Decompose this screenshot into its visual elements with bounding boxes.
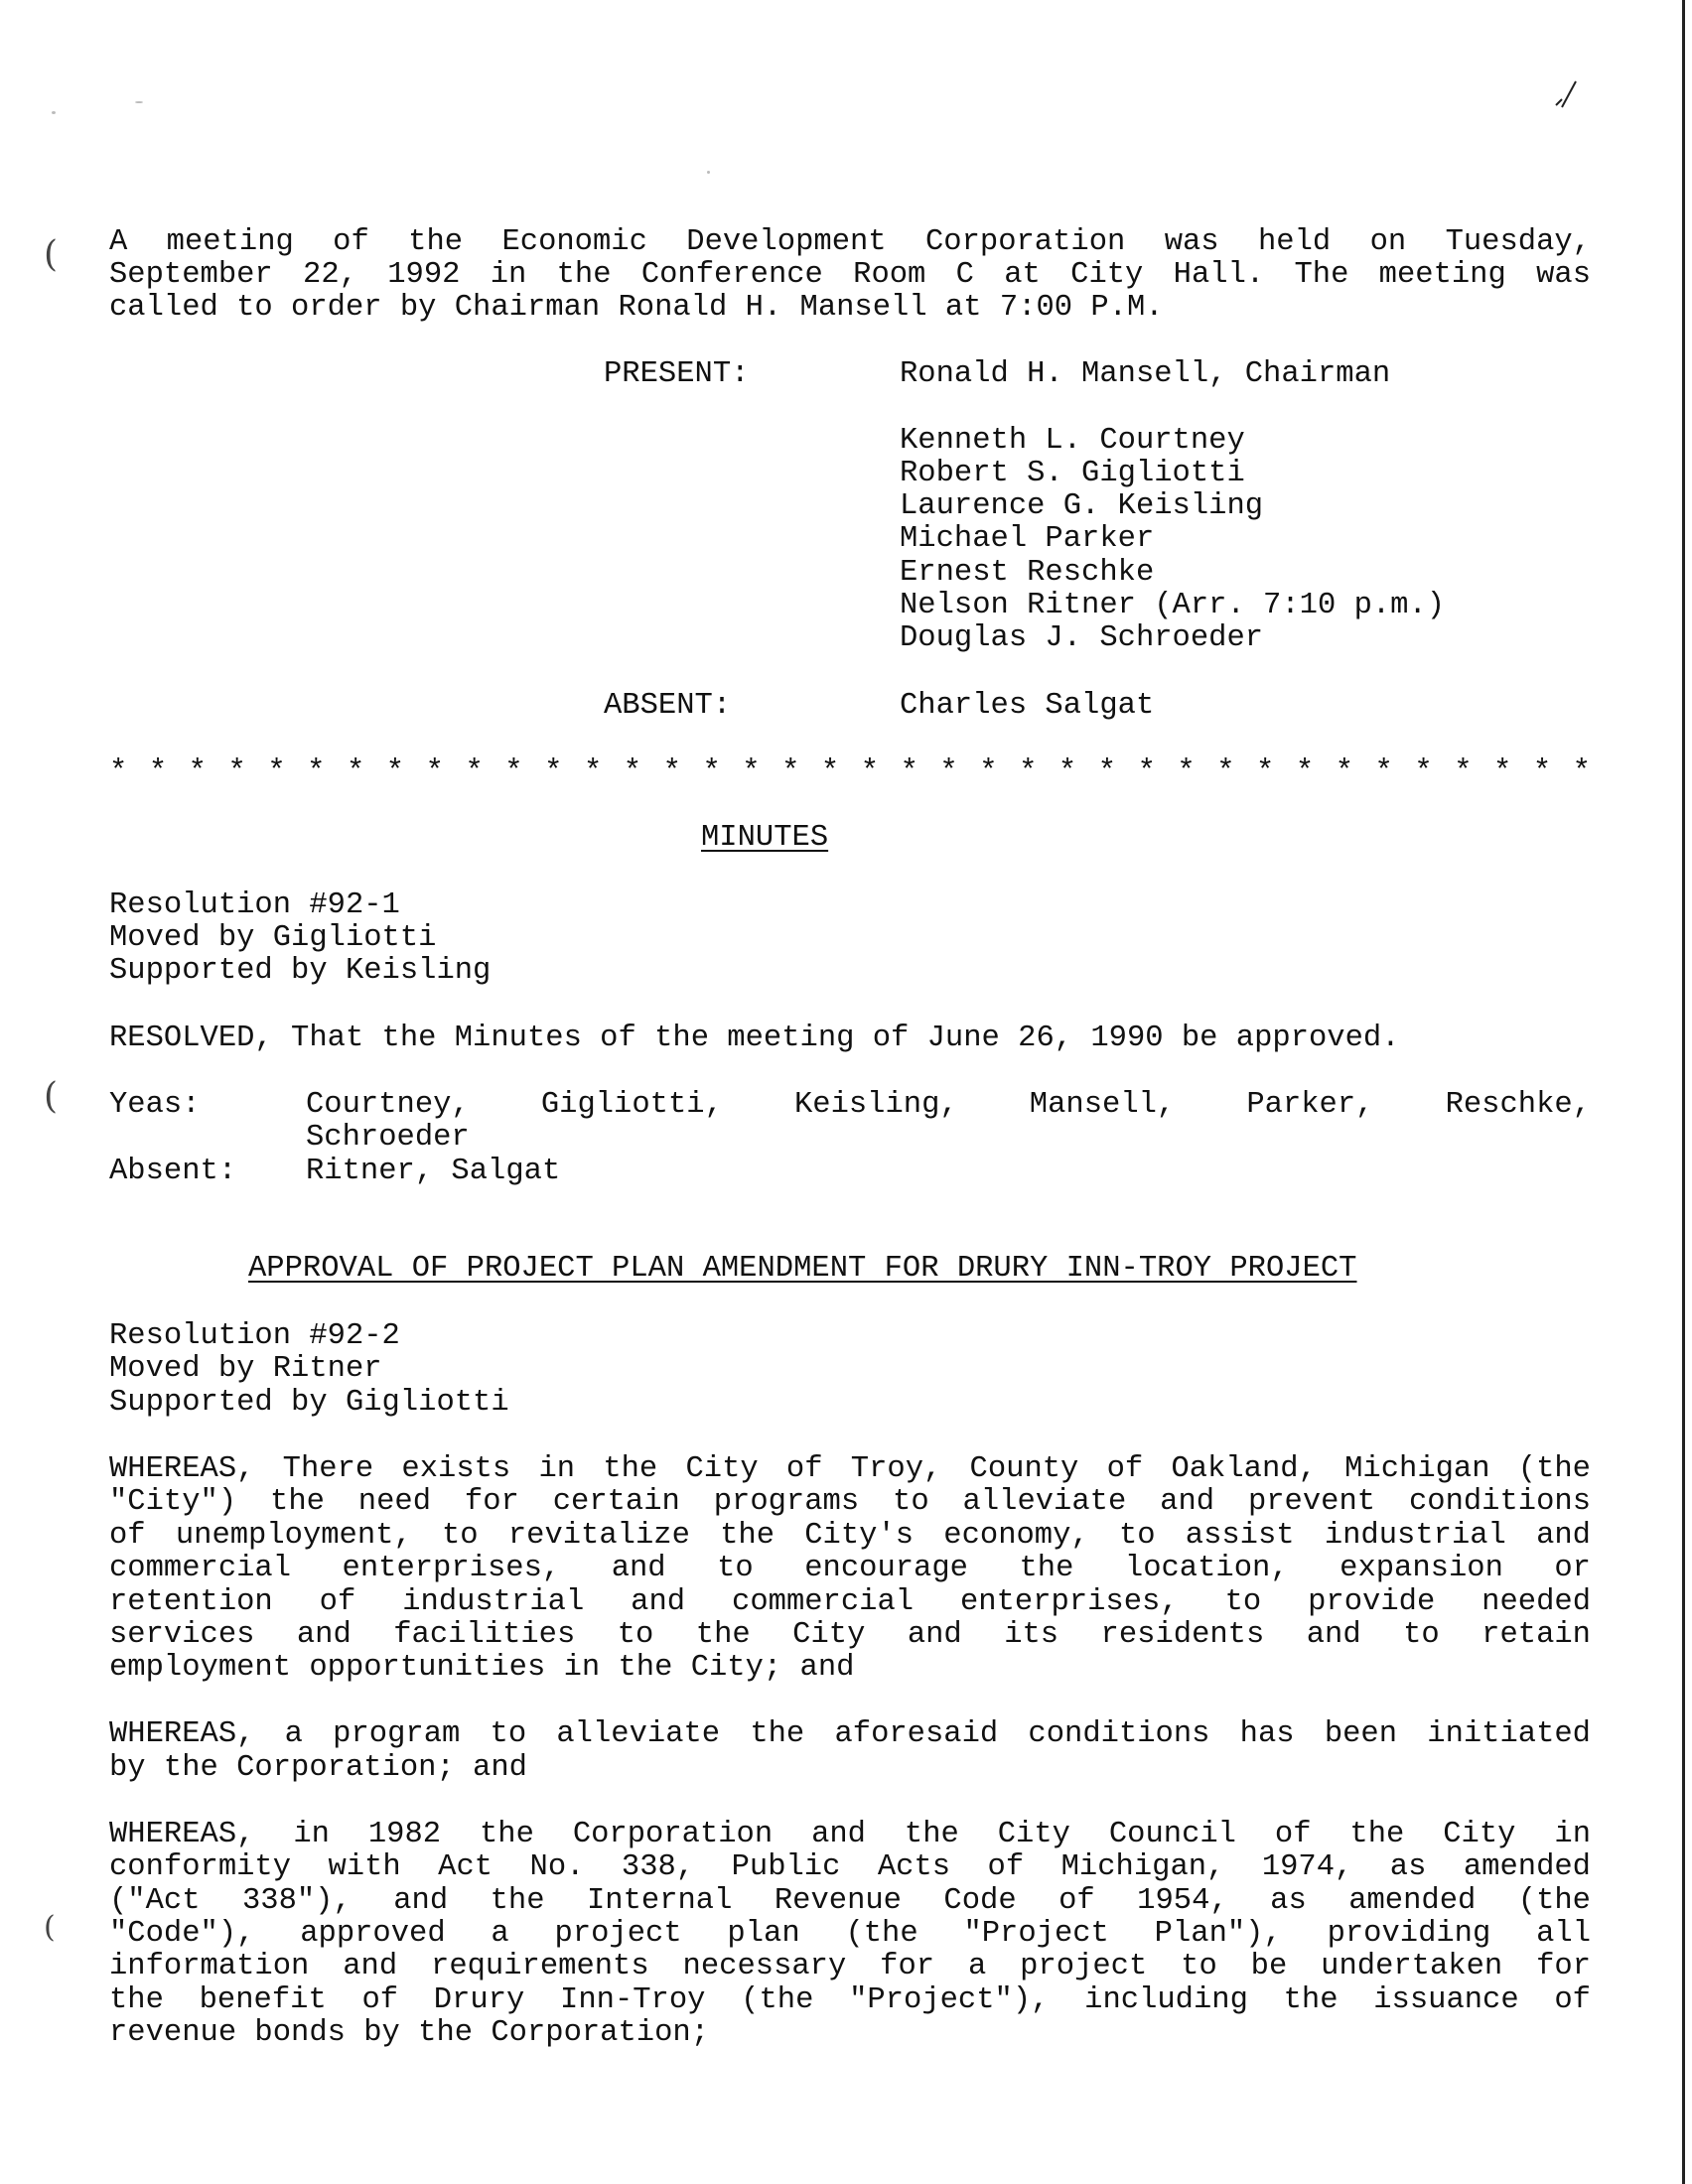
whereas-line: conformity with Act No. 338, Public Acts of Michigan, 1974, as amended: [109, 1850, 1591, 1884]
supported-by: Supported by Gigliotti: [109, 1386, 509, 1420]
scan-speck: [135, 101, 143, 103]
resolution-number: Resolution #92-2: [109, 1319, 400, 1353]
member-name: Michael Parker: [900, 522, 1155, 556]
present-label: PRESENT:: [604, 357, 750, 391]
yeas-names: Schroeder: [306, 1121, 470, 1155]
whereas-line: information and requirements necessary for a project to be undertaken for: [109, 1950, 1591, 1983]
moved-by: Moved by Ritner: [109, 1352, 382, 1386]
margin-mark-icon: (: [44, 1076, 59, 1117]
scan-edge-line: [1682, 0, 1685, 2184]
whereas-line: "Code"), approved a project plan (the "Project Plan"), providing all: [109, 1917, 1591, 1951]
whereas-line: WHEREAS, a program to alleviate the aforesaid conditions has been initiated: [109, 1717, 1591, 1751]
absent-votes-label: Absent:: [109, 1155, 237, 1188]
whereas-line: revenue bonds by the Corporation;: [109, 2016, 709, 2050]
whereas-line: WHEREAS, There exists in the City of Troy, County of Oakland, Michigan (the: [109, 1452, 1591, 1486]
scan-speck: [52, 111, 56, 114]
whereas-line: by the Corporation; and: [109, 1751, 527, 1785]
whereas-line: WHEREAS, in 1982 the Corporation and the City Council of the City in: [109, 1818, 1591, 1851]
yeas-label: Yeas:: [109, 1088, 201, 1122]
supported-by: Supported by Keisling: [109, 954, 492, 988]
minutes-heading: MINUTES: [701, 821, 829, 855]
margin-mark-icon: (: [44, 1910, 56, 1945]
resolved-text: RESOLVED, That the Minutes of the meeting of June 26, 1990 be approved.: [109, 1022, 1400, 1055]
intro-line: called to order by Chairman Ronald H. Mansell at 7:00 P.M.: [109, 291, 1164, 325]
member-name: Douglas J. Schroeder: [900, 621, 1264, 655]
whereas-line: ("Act 338"), and the Internal Revenue Code of 1954, as amended (the: [109, 1884, 1591, 1918]
intro-line: September 22, 1992 in the Conference Room C at City Hall. The meeting was: [109, 258, 1591, 292]
member-name: Robert S. Gigliotti: [900, 457, 1245, 490]
scan-speck: [707, 171, 710, 174]
checkmark-icon: [1554, 79, 1578, 109]
whereas-line: employment opportunities in the City; and: [109, 1651, 855, 1685]
member-name: Nelson Ritner (Arr. 7:10 p.m.): [900, 589, 1446, 622]
absent-label: ABSENT:: [604, 689, 732, 723]
resolution-number: Resolution #92-1: [109, 888, 400, 922]
absent-name: Charles Salgat: [900, 689, 1155, 723]
whereas-line: retention of industrial and commercial enterprises, to provide needed: [109, 1585, 1591, 1619]
chairman-name: Ronald H. Mansell, Chairman: [900, 357, 1391, 391]
yeas-names: Courtney, Gigliotti, Keisling, Mansell, Parker, Reschke,: [306, 1088, 1591, 1122]
whereas-line: commercial enterprises, and to encourage the location, expansion or: [109, 1552, 1591, 1585]
whereas-line: "City") the need for certain programs to alleviate and prevent conditions: [109, 1485, 1591, 1519]
whereas-line: services and facilities to the City and its residents and to retain: [109, 1618, 1591, 1652]
member-name: Ernest Reschke: [900, 556, 1155, 590]
drury-heading: APPROVAL OF PROJECT PLAN AMENDMENT FOR DRURY INN-TROY PROJECT: [248, 1252, 1357, 1286]
whereas-line: of unemployment, to revitalize the City's economy, to assist industrial and: [109, 1519, 1591, 1553]
absent-votes-names: Ritner, Salgat: [306, 1155, 561, 1188]
moved-by: Moved by Gigliotti: [109, 921, 437, 955]
intro-line: A meeting of the Economic Development Corporation was held on Tuesday,: [109, 225, 1591, 259]
whereas-line: the benefit of Drury Inn-Troy (the "Project"), including the issuance of: [109, 1983, 1591, 2017]
margin-mark-icon: (: [44, 234, 59, 275]
separator-stars: * * * * * * * * * * * * * * * * * * * * * * * * * * * * * * * * * * * * * *: [109, 755, 1591, 789]
member-name: Kenneth L. Courtney: [900, 424, 1245, 458]
member-name: Laurence G. Keisling: [900, 489, 1264, 523]
